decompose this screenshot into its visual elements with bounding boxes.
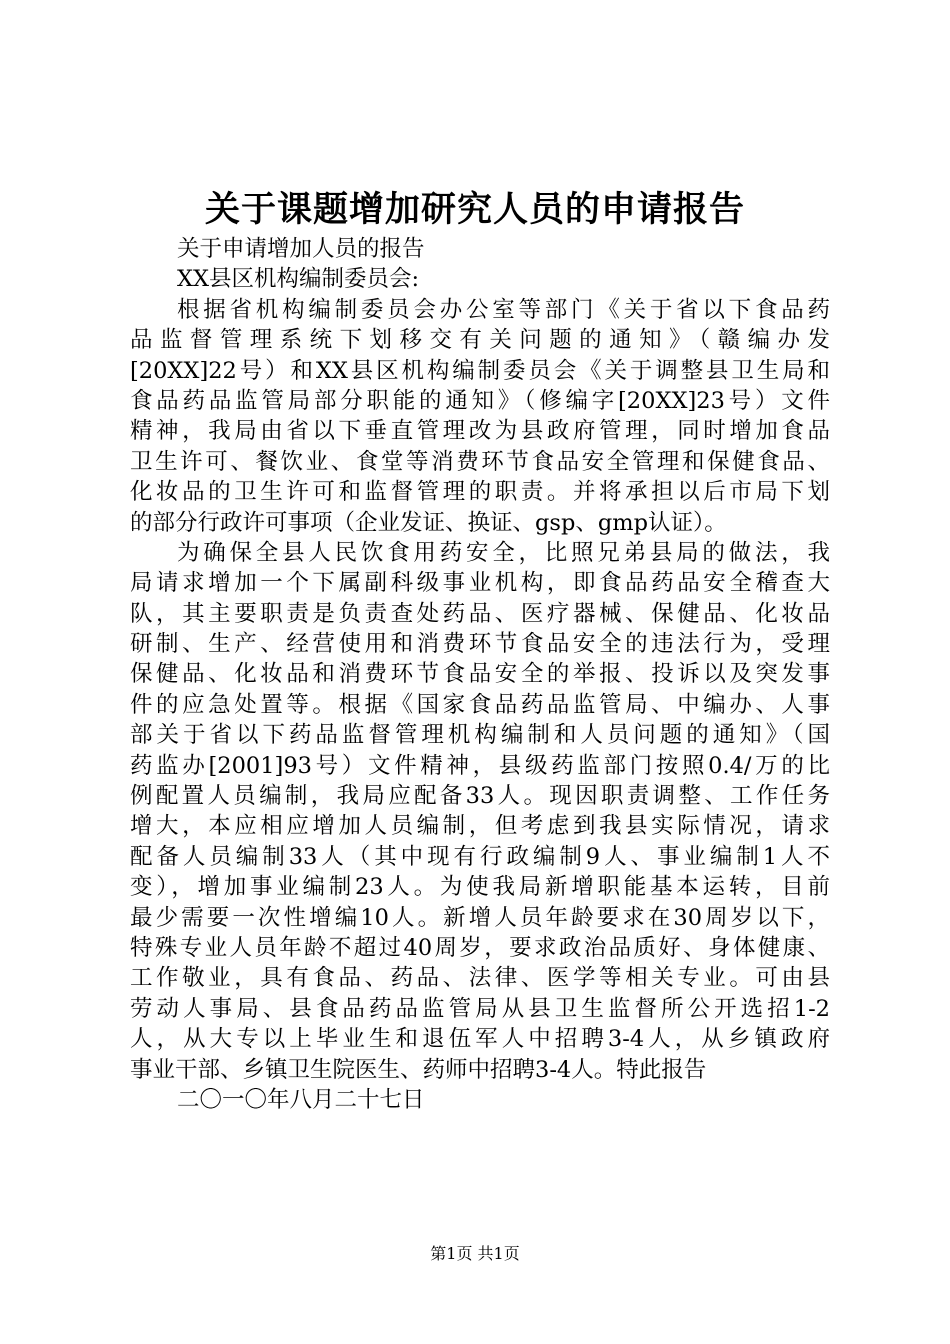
paragraph-line: 药监办[2001]93号）文件精神，县级药监部门按照0.4/万的比 xyxy=(130,752,830,779)
page-title: 关于课题增加研究人员的申请报告 xyxy=(204,190,745,230)
paragraph-line: 事业干部、乡镇卫生院医生、药师中招聘3-4人。特此报告 xyxy=(130,1056,707,1083)
paragraph-line: 变），增加事业编制23人。为使我局新增职能基本运转，目前 xyxy=(130,874,830,901)
document-body xyxy=(130,234,830,1115)
paragraph-line: 最少需要一次性增编10人。新增人员年龄要求在30周岁以下， xyxy=(130,904,830,931)
paragraph-line: 食品药品监管局部分职能的通知》（修编字[20XX]23号）文件 xyxy=(130,387,830,414)
paragraph-line: 的部分行政许可事项（企业发证、换证、gsp、gmp认证）。 xyxy=(130,509,727,536)
paragraph-line: 件的应急处置等。根据《国家食品药品监管局、中编办、人事 xyxy=(130,691,830,718)
paragraph-line: 为确保全县人民饮食用药安全，比照兄弟县局的做法，我 xyxy=(177,539,830,566)
paragraph-line: [20XX]22号）和XX县区机构编制委员会《关于调整县卫生局和 xyxy=(130,357,830,384)
paragraph-line: 品监督管理系统下划移交有关问题的通知》（赣编办发 xyxy=(130,327,830,354)
paragraph-line: 根据省机构编制委员会办公室等部门《关于省以下食品药 xyxy=(177,296,830,323)
paragraph-line: 局请求增加一个下属副科级事业机构，即食品药品安全稽查大 xyxy=(130,570,830,597)
recipient-line: XX县区机构编制委员会: xyxy=(177,266,420,293)
paragraph-line: 保健品、化妆品和消费环节食品安全的举报、投诉以及突发事 xyxy=(130,661,830,688)
paragraph-line: 劳动人事局、县食品药品监管局从县卫生监督所公开选招1-2 xyxy=(130,995,830,1022)
paragraph-line: 特殊专业人员年龄不超过40周岁，要求政治品质好、身体健康、 xyxy=(130,934,830,961)
paragraph-line: 配备人员编制33人（其中现有行政编制9人、事业编制1人不 xyxy=(130,843,830,870)
paragraph-line: 例配置人员编制，我局应配备33人。现因职责调整、工作任务 xyxy=(130,783,830,810)
paragraph-line: 研制、生产、经营使用和消费环节食品安全的违法行为，受理 xyxy=(130,631,830,658)
paragraph-line: 工作敬业，具有食品、药品、法律、医学等相关专业。可由县 xyxy=(130,965,830,992)
date-line: 二〇一〇年八月二十七日 xyxy=(177,1086,425,1113)
paragraph-line: 部关于省以下药品监督管理机构编制和人员问题的通知》（国 xyxy=(130,722,830,749)
subject-line: 关于申请增加人员的报告 xyxy=(177,236,425,262)
paragraph-line: 队，其主要职责是负责查处药品、医疗器械、保健品、化妆品 xyxy=(130,600,830,627)
paragraph-line: 增大，本应相应增加人员编制，但考虑到我县实际情况，请求 xyxy=(130,813,830,840)
paragraph-line: 人，从大专以上毕业生和退伍军人中招聘3-4人，从乡镇政府 xyxy=(130,1026,830,1053)
paragraph-line: 卫生许可、餐饮业、食堂等消费环节食品安全管理和保健食品、 xyxy=(130,448,830,475)
page-footer: 第1页 共1页 xyxy=(430,1244,520,1263)
paragraph-line: 化妆品的卫生许可和监督管理的职责。并将承担以后市局下划 xyxy=(130,479,830,506)
paragraph-line: 精神，我局由省以下垂直管理改为县政府管理，同时增加食品 xyxy=(130,418,830,445)
